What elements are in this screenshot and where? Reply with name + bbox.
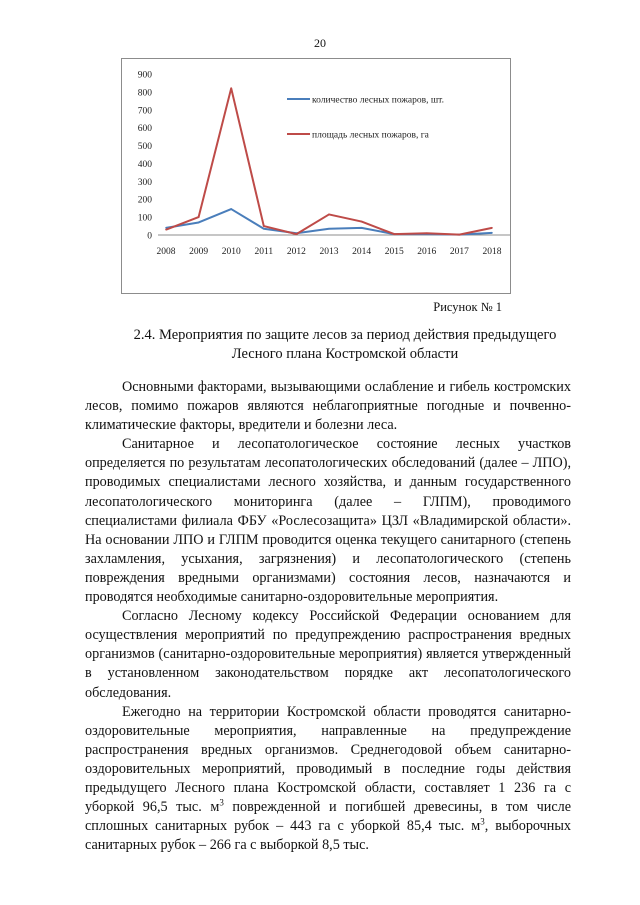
x-tick-label: 2016 xyxy=(417,247,437,257)
data-point xyxy=(263,225,265,227)
section-heading-line-1: 2.4. Мероприятия по защите лесов за период действия предыдущего xyxy=(133,327,557,343)
data-point xyxy=(393,233,395,235)
page-number: 20 xyxy=(314,36,326,50)
data-point xyxy=(230,208,232,210)
paragraph: Согласно Лесному кодексу Российской Федерации основанием для осуществления мероприятий по предупреждению распространения вредных организмов (санитарно-оздоровительные мероприятия) является утвержденный в установленном законодательством порядке акт лесопатологического обследования. xyxy=(85,608,571,701)
y-tick-label: 400 xyxy=(137,159,152,170)
data-point xyxy=(328,214,330,216)
paragraph-text: поврежденной и погибшей древесины, в том числе сплошных санитарных рубок – 443 га с уборкой 85,4 тыс. м xyxy=(85,799,571,835)
body-text xyxy=(85,378,571,855)
data-point xyxy=(426,232,428,234)
series-line-2 xyxy=(166,88,492,234)
x-tick-label: 2014 xyxy=(352,247,372,257)
fire-chart-svg xyxy=(122,59,512,295)
y-tick-label: 700 xyxy=(137,106,152,117)
y-tick-label: 100 xyxy=(137,213,152,224)
data-point xyxy=(361,227,363,229)
section-heading-line-2: Лесного плана Костромской области xyxy=(231,346,459,362)
data-point xyxy=(491,232,493,234)
data-point xyxy=(198,222,200,224)
x-tick-label: 2018 xyxy=(482,247,502,257)
x-tick-label: 2015 xyxy=(384,247,404,257)
x-tick-label: 2017 xyxy=(449,247,469,257)
x-tick-label: 2008 xyxy=(156,247,176,257)
x-tick-label: 2009 xyxy=(189,247,209,257)
y-tick-label: 600 xyxy=(137,124,152,135)
paragraph: Основными факторами, вызывающими ослабление и гибель костромских лесов, помимо пожаров являются неблагоприятные погодные и почвенно-климатические факторы, вредители и болезни леса. xyxy=(85,379,571,434)
paragraph-text: Ежегодно на территории Костромской области проводятся санитарно-оздоровительные мероприятия, направленные на предупреждение распространения вредных организмов. Среднегодовой объем санитарно-оздоровительных мероприятий, проводимый в последние годы действия предыдущего Лесного плана Костромской области, составляет 1 236 га с уборкой 96,5 тыс. м xyxy=(85,703,571,816)
superscript: 3 xyxy=(219,797,224,808)
y-tick-label: 0 xyxy=(147,231,152,242)
legend-label-1: количество лесных пожаров, шт. xyxy=(312,95,444,106)
x-tick-label: 2010 xyxy=(221,247,241,257)
data-point xyxy=(230,88,232,90)
series-line-1 xyxy=(166,209,492,235)
x-tick-label: 2012 xyxy=(286,247,306,257)
data-point xyxy=(263,228,265,230)
superscript: 3 xyxy=(480,816,485,827)
y-tick-label: 900 xyxy=(137,70,152,81)
x-tick-label: 2011 xyxy=(254,247,274,257)
y-tick-label: 800 xyxy=(137,88,152,99)
data-point xyxy=(165,229,167,231)
legend-label-2: площадь лесных пожаров, га xyxy=(312,130,429,141)
y-tick-label: 200 xyxy=(137,195,152,206)
data-point xyxy=(459,234,461,236)
data-point xyxy=(361,221,363,223)
section-heading xyxy=(110,326,580,364)
paragraph: Санитарное и лесопатологическое состояние лесных участков определяется по результатам лесопатологических обследований (далее – ЛПО), проводимых специалистами лесного хозяйства, и данным государственного лесопатологического мониторинга (далее – ГЛПМ), проводимого специалистами филиала ФБУ «Рослесозащита» ЦЗЛ «Владимирской области». На основании ЛПО и ГЛПМ проводится оценка текущего санитарного (степень захламления, усыхания, загрязнения) и лесопатологического (степень повреждения вредными организмами) состояния лесов, назначаются и проводятся необходимые санитарно-оздоровительные мероприятия. xyxy=(85,436,571,606)
data-point xyxy=(328,228,330,230)
paragraph-text: , выборочных санитарных рубок – 266 га с выборкой 8,5 тыс. xyxy=(85,818,571,854)
data-point xyxy=(491,227,493,229)
paragraph xyxy=(85,703,571,856)
figure-caption: Рисунок № 1 xyxy=(433,300,502,314)
y-tick-label: 500 xyxy=(137,142,152,153)
x-tick-label: 2013 xyxy=(319,247,339,257)
data-point xyxy=(198,216,200,218)
data-point xyxy=(296,233,298,235)
y-tick-label: 300 xyxy=(137,177,152,188)
fire-chart xyxy=(121,58,511,294)
